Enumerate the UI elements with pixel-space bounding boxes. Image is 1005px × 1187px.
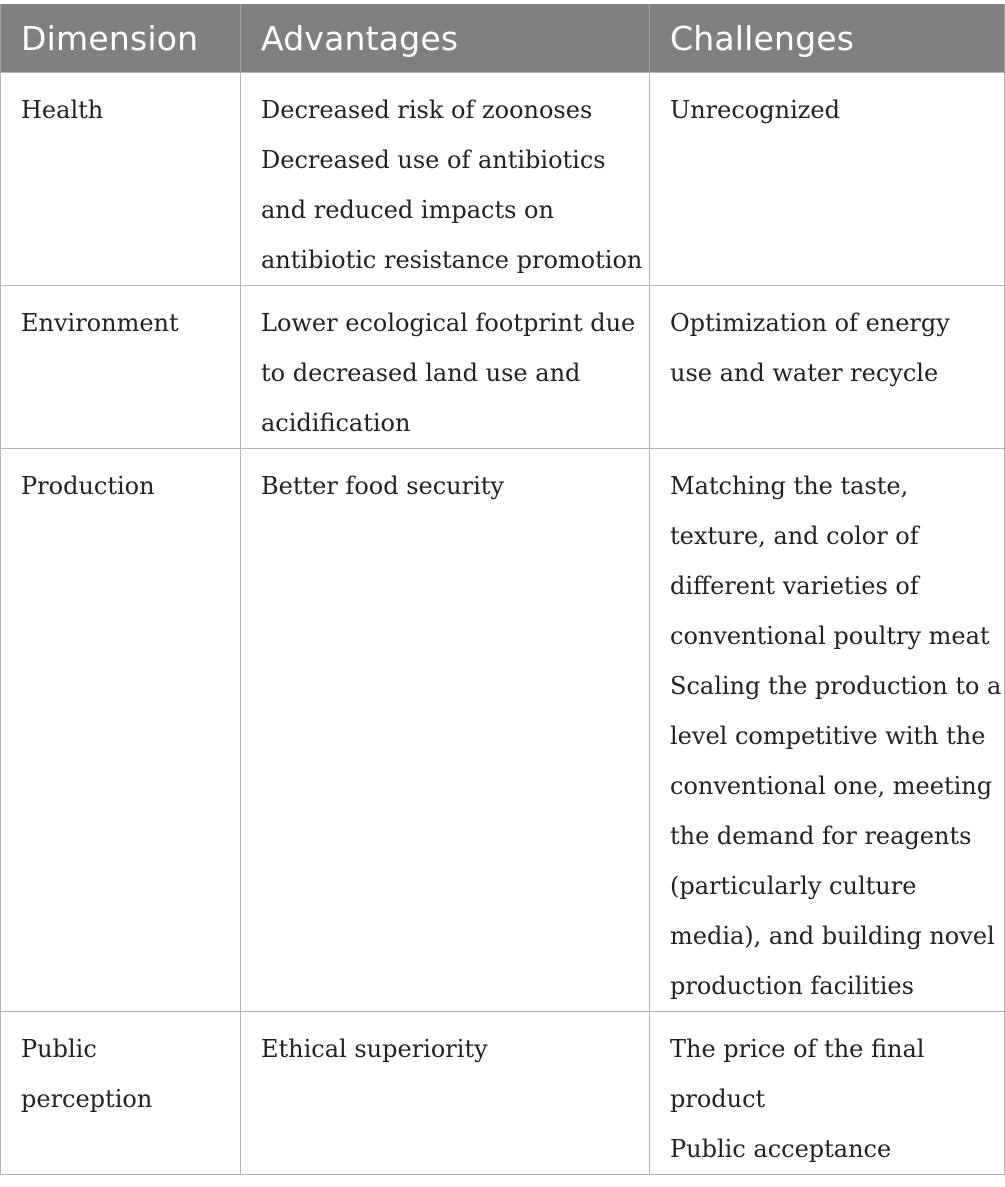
challenges-text: The price of the final	[670, 1035, 925, 1063]
challenges-cell	[650, 1012, 1005, 1175]
dimension-text: Public	[21, 1035, 97, 1063]
comparison-table-container	[0, 4, 1004, 1175]
table-header-row	[1, 4, 1005, 73]
challenges-cell	[650, 449, 1005, 1012]
advantages-cell	[241, 73, 650, 286]
advantages-text: acidification	[261, 409, 411, 437]
advantages-text: Better food security	[261, 472, 504, 500]
dimension-cell	[1, 449, 241, 1012]
dimension-text: Health	[21, 96, 104, 124]
challenges-cell	[650, 286, 1005, 449]
challenges-text: product	[670, 1085, 766, 1113]
table-row-health	[1, 73, 1005, 286]
table-row-public-perception	[1, 1012, 1005, 1175]
challenges-text: the demand for reagents	[670, 822, 972, 850]
challenges-text: Matching the taste,	[670, 472, 909, 500]
challenges-text: conventional poultry meat	[670, 622, 990, 650]
dimension-cell	[1, 73, 241, 286]
challenges-text: media), and building novel	[670, 922, 995, 950]
advantages-text: to decreased land use and	[261, 359, 581, 387]
challenges-text: Public acceptance	[670, 1135, 892, 1163]
challenges-text: texture, and color of	[670, 522, 919, 550]
advantages-text: antibiotic resistance promotion	[261, 246, 643, 274]
challenges-text: conventional one, meeting	[670, 772, 993, 800]
challenges-text: different varieties of	[670, 572, 919, 600]
advantages-text: and reduced impacts on	[261, 196, 554, 224]
challenges-text: Unrecognized	[670, 96, 840, 124]
advantages-cell	[241, 286, 650, 449]
dimension-text: Environment	[21, 309, 179, 337]
challenges-text: use and water recycle	[670, 359, 939, 387]
header-dimension: Dimension	[1, 4, 241, 73]
advantages-text: Decreased risk of zoonoses	[261, 96, 593, 124]
challenges-text: Scaling the production to a	[670, 672, 1002, 700]
header-advantages: Advantages	[241, 4, 650, 73]
advantages-text: Ethical superiority	[261, 1035, 488, 1063]
table-row-production	[1, 449, 1005, 1012]
challenges-text: production facilities	[670, 972, 914, 1000]
header-challenges: Challenges	[650, 4, 1005, 73]
advantages-text: Decreased use of antibiotics	[261, 146, 606, 174]
advantages-cell	[241, 449, 650, 1012]
challenges-text: level competitive with the	[670, 722, 986, 750]
dimension-cell	[1, 286, 241, 449]
advantages-cell	[241, 1012, 650, 1175]
dimension-cell	[1, 1012, 241, 1175]
dimension-text: Production	[21, 472, 155, 500]
challenges-text: (particularly culture	[670, 872, 917, 900]
table-row-environment	[1, 286, 1005, 449]
challenges-cell	[650, 73, 1005, 286]
dimension-text: perception	[21, 1085, 153, 1113]
comparison-table	[0, 4, 1005, 1175]
advantages-text: Lower ecological footprint due	[261, 309, 636, 337]
challenges-text: Optimization of energy	[670, 309, 950, 337]
